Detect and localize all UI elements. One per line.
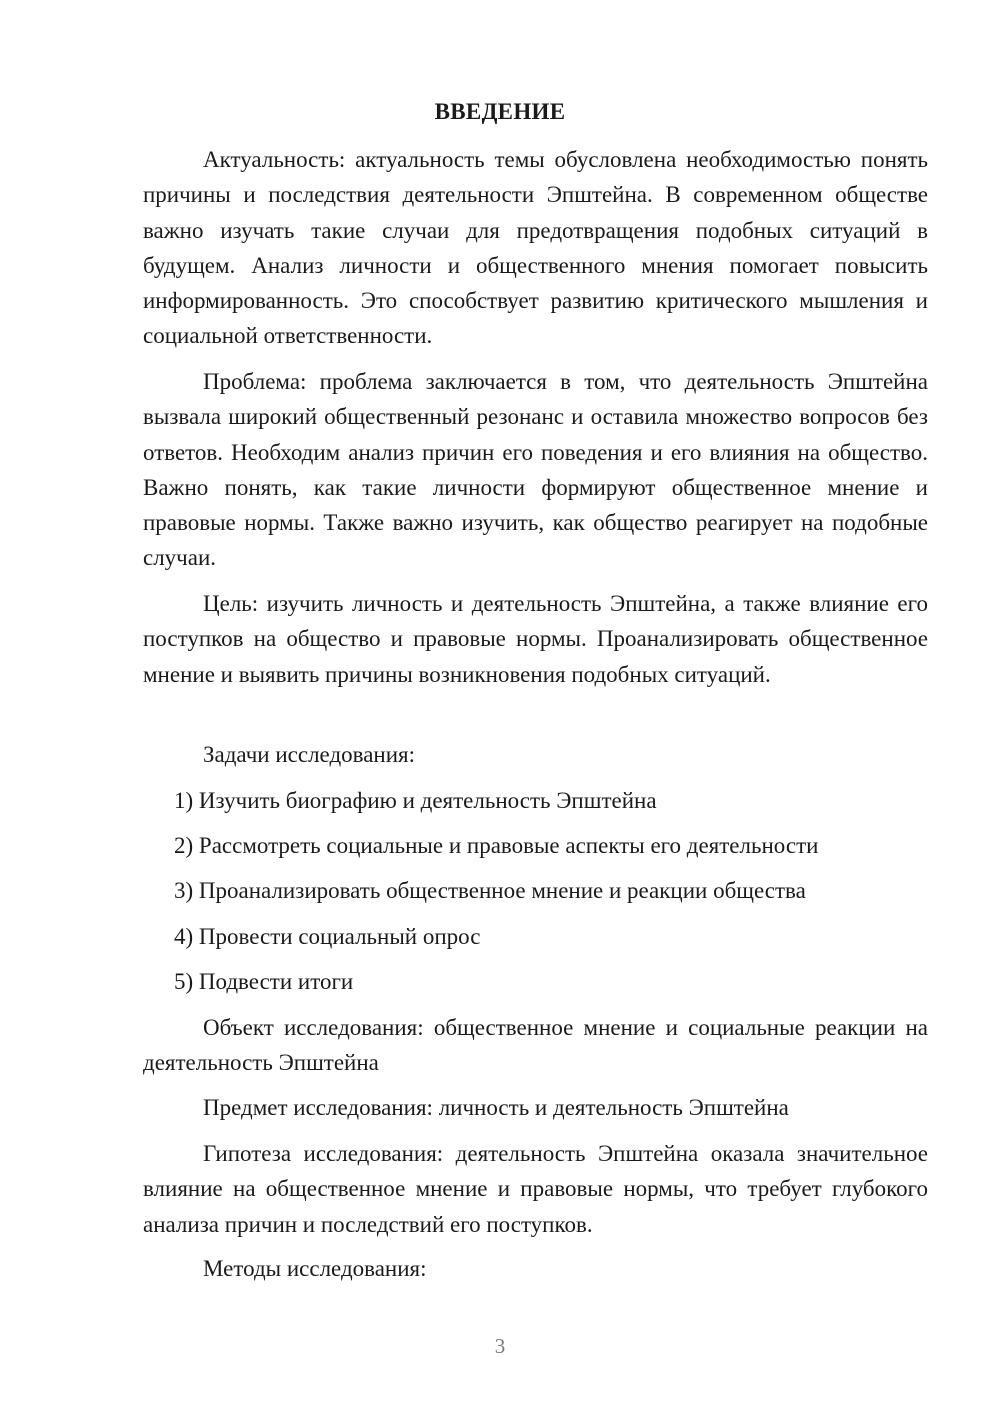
paragraph-object: Объект исследования: общественное мнение и социальные реакции на деятельность Эпштейна	[143, 1015, 928, 1076]
task-item-4: 4) Провести социальный опрос	[174, 924, 481, 949]
paragraph-relevance: Актуальность: актуальность темы обусловлена необходимостью понять причины и последствия деятельности Эпштейна. В современном обществе важно изучать такие случаи для предотвращения подобных ситуаций в будущем. Анализ личности и общественного мнения помогает повысить информированность. Это способствует развитию критического мышления и социальной ответственности.	[143, 147, 928, 349]
paragraph-goal: Цель: изучить личность и деятельность Эпштейна, а также влияние его поступков на общество и правовые нормы. Проанализировать общественное мнение и выявить причины возникновения подобных ситуаций.	[143, 591, 928, 687]
page-title: ВВЕДЕНИЕ	[434, 99, 566, 124]
page-number: 3	[494, 1334, 506, 1358]
methods-heading: Методы исследования:	[203, 1256, 427, 1281]
task-item-1: 1) Изучить биографию и деятельность Эпштейна	[174, 788, 657, 813]
task-item-3: 3) Проанализировать общественное мнение и реакции общества	[174, 878, 806, 903]
tasks-heading: Задачи исследования:	[203, 742, 416, 767]
task-item-5: 5) Подвести итоги	[174, 969, 354, 994]
paragraph-subject: Предмет исследования: личность и деятельность Эпштейна	[203, 1095, 789, 1120]
paragraph-hypothesis: Гипотеза исследования: деятельность Эпштейна оказала значительное влияние на общественное мнение и правовые нормы, что требует глубокого анализа причин и последствий его поступков.	[143, 1141, 928, 1237]
task-item-2: 2) Рассмотреть социальные и правовые аспекты его деятельности	[174, 833, 819, 858]
paragraph-problem: Проблема: проблема заключается в том, что деятельность Эпштейна вызвала широкий общественный резонанс и оставила множество вопросов без ответов. Необходим анализ причин его поведения и его влияния на общество. Важно понять, как такие личности формируют общественное мнение и правовые нормы. Также важно изучить, как общество реагирует на подобные случаи.	[143, 369, 928, 571]
